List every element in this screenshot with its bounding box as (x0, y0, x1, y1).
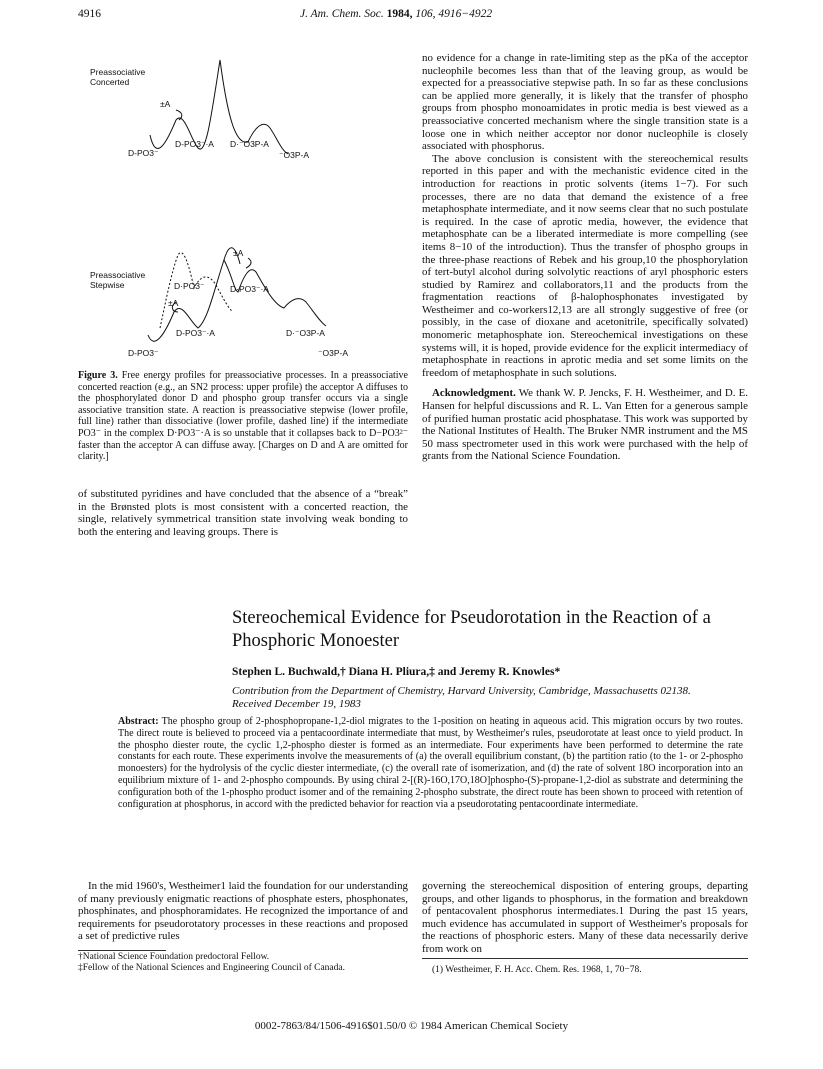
figure-caption (78, 370, 408, 463)
abstract-text: The phospho group of 2-phosphopropane-1,2-diol migrates to the 1-position on heating in aqueous acid. This migration occurs by two routes. The direct route is believed to proceed via a pentacoordinate intermediate that must, by Westheimer's rules, pseudorotate at least once to yield product. In the phospho diester route, the cyclic 1,2-phospho diester is formed as an intermediate. Four experiments have been performed to determine the rate constants for each route. These experiments involve the measurements of (a) the overall equilibrium constant, (b) the partition ratio (to the 1- or 2-phospho monoesters) for the hydrolysis of the cyclic diester intermediate, (c) the overall rate of isomerization, and (d) the rate of solvent 18O incorporation into an equilibrium mixture of 1- and 2-phospho compounds. By using chiral 2-[(R)-16O,17O,18O]phospho-(S)-propane-1,2-diol as substrate and determining the configuration both of the 1-phospho product isomer and of the remaining 2-phospho substrate, the direct route has been shown to proceed with retention of configuration at phosphorus, in accord with the predicted behavior for reaction via a pseudorotating pentacoordinate intermediate. (118, 716, 743, 810)
upper-species-2: D-PO3⁻·A (175, 139, 214, 149)
figure-caption-text: Free energy profiles for preassociative processes. In a preassociative concerted reaction (e.g., an SN2 process: upper profile) the acceptor A diffuses to the phosphorylated donor D and phospho group transfer occurs via a single associative transition state. A reaction is preassociative stepwise (lower profile, full line) rather than dissociative (lower profile, dashed line) if the intermediate PO3⁻ in the complex D·PO3⁻·A is so unstable that it collapses back to D−PO3²⁻ faster than the acceptor A can diffuse away. [Charges on D and A are omitted for clarity.] (78, 370, 408, 463)
running-header (0, 8, 823, 24)
footnote-1: †National Science Foundation predoctoral Fellow. (78, 952, 270, 962)
lower-label-1: Preassociative (90, 270, 146, 280)
right-column-paragraph-1: no evidence for a change in rate-limiting step as the pKa of the acceptor nucleophile becomes less than that of the leaving group, as would be expected for a preassociative stepwise path. In so far as these conclusions can be applied more generally, it is likely that the transfer of phospho groups from phospho monoamidates in protic media is best viewed as a preassociative concerted mechanism where the single transition state is a loose one in which neither acceptor nor donor nucleophile is closely associated with phosphorus. (422, 52, 748, 153)
abstract (118, 716, 743, 810)
article-affiliation: Contribution from the Department of Chemistry, Harvard University, Cambridge, Massachusetts 02138. Received December 19, 1983 (232, 685, 691, 710)
intro-left (78, 880, 408, 943)
lower-label-2: Stepwise (90, 280, 125, 290)
left-column-paragraph: of substituted pyridines and have concluded that the absence of a “break” in the Brønsted plots is most consistent with a concerted reaction, the single, relatively symmetrical transition state involving weak bonding to both the entering and leaving groups. There is (78, 488, 408, 538)
page-number: 4916 (78, 8, 101, 20)
page-footer: 0002-7863/84/1506-4916$01.50/0 © 1984 American Chemical Society (254, 1020, 569, 1032)
footnotes (78, 952, 408, 974)
upper-species-4: ⁻O3P-A (279, 150, 309, 160)
acknowledgment-text: We thank W. P. Jencks, F. H. Westheimer, and D. E. Hansen for helpful discussions and R. L. Van Etten for a generous sample of purified human prostatic acid phosphatase. This work was supported by the National Institutes of Health. The Bruker NMR instrument and the MS 50 mass spectrometer used in this work were purchased with the help of grants from the National Science Foundation. (422, 387, 748, 463)
article-authors: Stephen L. Buchwald,† Diana H. Pliura,‡ and Jeremy R. Knowles* (232, 666, 561, 678)
figure-label: Figure 3. (78, 370, 118, 381)
footnote-divider (78, 950, 166, 951)
upper-label-2: Concerted (90, 77, 130, 87)
abstract-label: Abstract: (118, 716, 159, 727)
lower-plus-minus-A-top: ±A (233, 248, 244, 258)
lower-species-3: D·PO3⁻·A (230, 284, 269, 294)
upper-label-1: Preassociative (90, 67, 146, 77)
intro-right (422, 880, 748, 956)
energy-profile-diagram (78, 50, 408, 368)
upper-species-3: D·⁻O3P-A (230, 139, 269, 149)
right-column-text (422, 52, 748, 463)
lower-species-6: ⁻O3P-A (318, 348, 348, 358)
lower-species-4: D-PO3⁻·A (176, 328, 215, 338)
intro-left-paragraph: In the mid 1960's, Westheimer1 laid the foundation for our understanding of many previously enigmatic reactions of phosphate esters, phosphonates, phosphinates, and phosphoramidates. He recognized the importance of and requirements for pseudorotatory processes in these reactions and proposed a set of predictive rules (78, 880, 408, 943)
footnote-2: ‡Fellow of the National Sciences and Engineering Council of Canada. (78, 963, 345, 973)
upper-species-1: D-PO3⁻ (128, 148, 159, 158)
lower-plus-minus-A-mid: ±A (168, 298, 179, 308)
reference-1: (1) Westheimer, F. H. Acc. Chem. Res. 1968, 1, 70−78. (432, 965, 642, 975)
intro-right-paragraph: governing the stereochemical disposition of entering groups, departing groups, and other ligands to phosphorus, in the formation and breakdown of pentacovalent phosphorus intermediates.1 During the past 15 years, much evidence has accumulated in support of Westheimer's proposals for the reactions of phosphoric esters. Many of these data necessarily derive from work on (422, 880, 748, 955)
lower-species-2: D·PO3⁻ (174, 281, 205, 291)
right-column-paragraph-2: The above conclusion is consistent with the stereochemical results reported in this paper and with the mechanistic evidence cited in the introduction for reactions in protic solvents (items 1−7). For such processes, there are no data that demand the existence of a free metaphosphate intermediate, and it now seems clear that no such postulate is required. In the case of aprotic media, however, the evidence that metaphosphate can be a liberated intermediate is more compelling (see items 8−10 of the introduction). Thus the transfer of phospho groups in the three-phase reactions of Rebek and his group,10 the phosphorylation of tert-butyl alcohol during solvolytic reactions of aryl phosphoric esters studied by Ramirez and collaborators,11 and the products from the fragmentation reactions of β-halophosphonates investigated by Westheimer and co-workers12,13 are all strongly suggestive of free (or possibly, in the case of dioxane and acetonitrile, specifically solvated) monomeric metaphosphate ion. Stereochemical investigations on these systems will, it is hoped, provide evidence for the explicit intermediacy of metaphosphate in reactions in aprotic media and set some limits on the freedom of metaphosphate in such solutions. (422, 152, 748, 379)
lower-arrow-top (246, 258, 251, 268)
figure-3-energy-profiles (78, 50, 408, 368)
lower-species-5: D·⁻O3P-A (286, 328, 325, 338)
lower-species-1: D-PO3⁻ (128, 348, 159, 358)
article-title: Stereochemical Evidence for Pseudorotation in the Reaction of a Phosphoric Monoester (232, 608, 711, 651)
left-column-text (78, 488, 408, 538)
acknowledgment-label: Acknowledgment. (432, 387, 516, 400)
upper-plus-minus-A: ±A (160, 99, 171, 109)
acknowledgment (422, 387, 748, 463)
reference-divider (422, 958, 748, 959)
journal-citation: J. Am. Chem. Soc. 1984, 106, 4916−4922 (300, 8, 493, 20)
